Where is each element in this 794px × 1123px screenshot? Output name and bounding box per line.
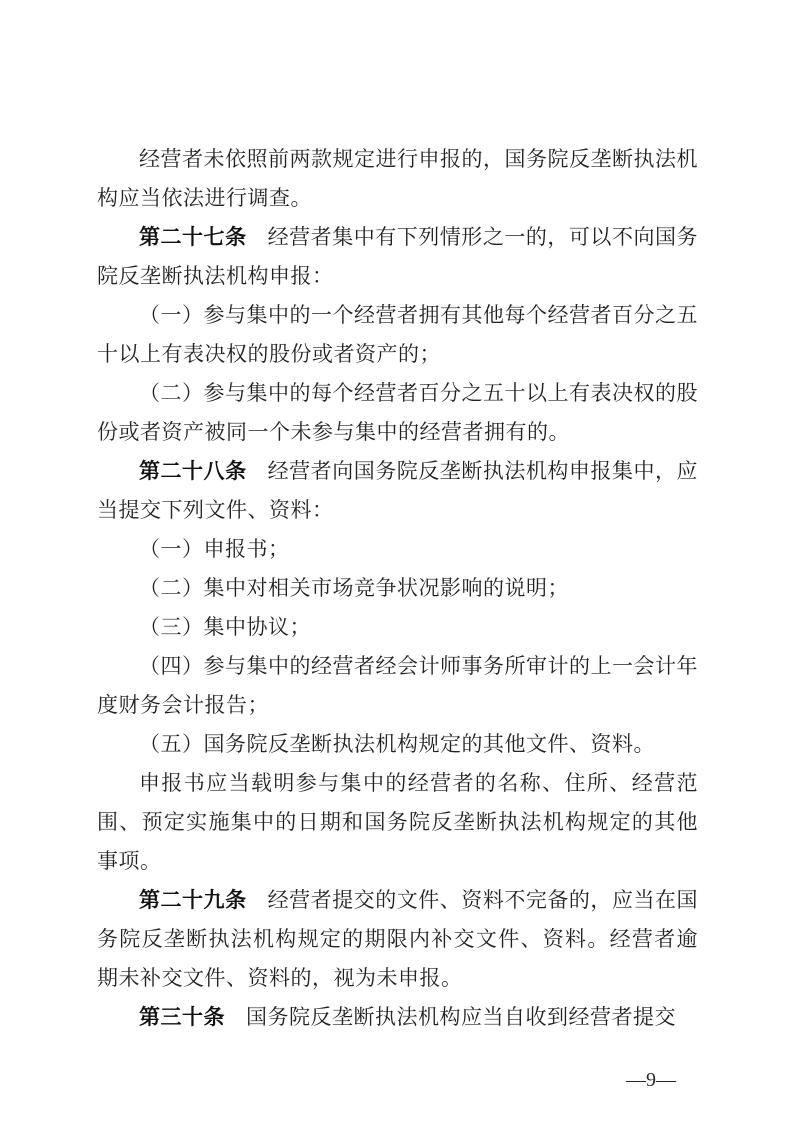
paragraph-text: （二）集中对相关市场竞争状况影响的说明；: [139, 576, 569, 600]
paragraph-article-28: [97, 452, 698, 530]
article-number: 第三十条: [139, 1005, 225, 1029]
paragraph-article-30: [97, 998, 698, 1037]
paragraph-text: 经营者向国务院反垄断执法机构申报集中，应当提交下列文件、资料：: [97, 459, 699, 522]
paragraph-item-2: [97, 374, 698, 452]
paragraph-text: （三）集中协议；: [139, 615, 311, 639]
article-number: 第二十七条: [139, 225, 247, 249]
paragraph-text: （四）参与集中的经营者经会计师事务所审计的上一会计年度财务会计报告；: [97, 654, 698, 717]
paragraph-text: 经营者集中有下列情形之一的，可以不向国务院反垄断执法机构申报：: [97, 225, 699, 288]
paragraph: [97, 140, 698, 218]
paragraph-item-1: [97, 530, 698, 569]
article-number: 第二十九条: [139, 888, 247, 912]
paragraph-article-27: [97, 218, 698, 296]
paragraph-item-4: [97, 647, 698, 725]
paragraph-text: （一）申报书；: [139, 537, 290, 561]
paragraph-text: （一）参与集中的一个经营者拥有其他每个经营者百分之五十以上有表决权的股份或者资产的；: [97, 303, 698, 366]
paragraph-item-5: [97, 725, 698, 764]
paragraph-text: 国务院反垄断执法机构应当自收到经营者提交: [246, 1005, 676, 1029]
paragraph-item-3: [97, 608, 698, 647]
paragraph-article-29: [97, 881, 698, 998]
paragraph-text: 申报书应当载明参与集中的经营者的名称、住所、经营范围、预定实施集中的日期和国务院反垄断执法机构规定的其他事项。: [97, 771, 698, 873]
paragraph-text: （二）参与集中的每个经营者百分之五十以上有表决权的股份或者资产被同一个未参与集中的经营者拥有的。: [97, 381, 698, 444]
article-number: 第二十八条: [139, 459, 247, 483]
document-body: [97, 140, 698, 1037]
paragraph: [97, 764, 698, 881]
paragraph-item-2: [97, 569, 698, 608]
paragraph-text: 经营者提交的文件、资料不完备的，应当在国务院反垄断执法机构规定的期限内补交文件、资料。经营者逾期未补交文件、资料的，视为未申报。: [97, 888, 699, 990]
paragraph-text: 经营者未依照前两款规定进行申报的，国务院反垄断执法机构应当依法进行调查。: [97, 147, 698, 210]
paragraph-item-1: [97, 296, 698, 374]
page-number: —9—: [626, 1069, 676, 1091]
paragraph-text: （五）国务院反垄断执法机构规定的其他文件、资料。: [139, 732, 655, 756]
